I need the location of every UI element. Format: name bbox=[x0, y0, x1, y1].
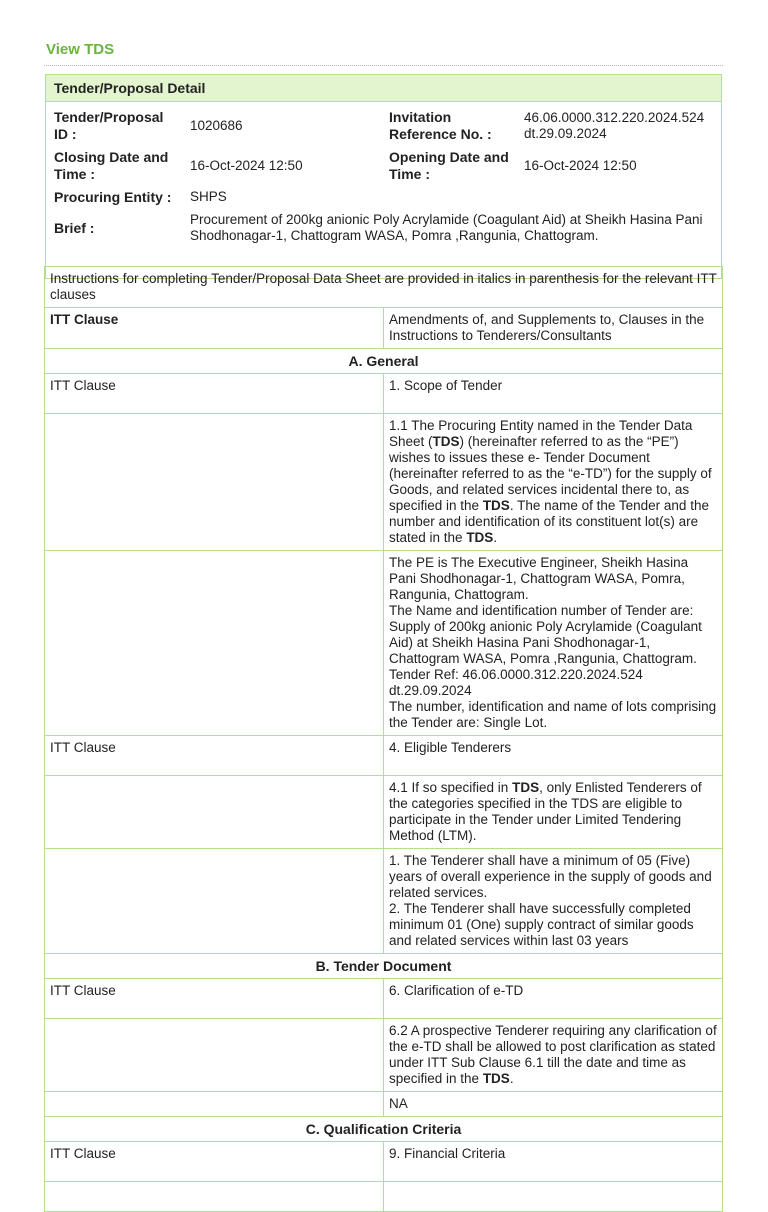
brief-value: Procurement of 200kg anionic Poly Acrylamide (Coagulant Aid) at Sheikh Hasina Pani Shodhonagar-1, Chattogram WASA, Pomra ,Rangunia, Chattogram. bbox=[190, 212, 703, 243]
clause-6-response: NA bbox=[384, 1092, 723, 1117]
clause-1-1-text: 1.1 The Procuring Entity named in the Tender Data Sheet (TDS) (hereinafter referred to as the “PE”) wishes to issues these e- Tender Document (hereinafter referred to as the “e-TD”) for the supply of Goods, and related services incidental there to, as specified in the TDS. The name of the Tender and the number and identification of its constituent lot(s) are stated in the TDS. bbox=[384, 414, 723, 551]
procuring-entity-value: SHPS bbox=[190, 189, 227, 204]
section-general: A. General bbox=[45, 349, 723, 374]
section-qualification-criteria: C. Qualification Criteria bbox=[45, 1117, 723, 1142]
clause-6-2-text: 6.2 A prospective Tenderer requiring any clarification of the e-TD shall be allowed to post clarification as stated under ITT Sub Clause 6.1 till the date and time as specified in the TDS. bbox=[384, 1019, 723, 1092]
empty-cell bbox=[45, 1182, 384, 1212]
tender-id-label: Tender/Proposal ID : bbox=[54, 109, 164, 142]
tds-table bbox=[44, 266, 723, 1212]
tender-detail-body bbox=[46, 102, 721, 278]
itt-clause-header: ITT Clause bbox=[45, 308, 384, 349]
amendments-header: Amendments of, and Supplements to, Clauses in the Instructions to Tenderers/Consultants bbox=[384, 308, 723, 349]
itt-clause-label: ITT Clause bbox=[45, 736, 384, 776]
page-title: View TDS bbox=[46, 41, 115, 58]
clause-4-title: 4. Eligible Tenderers bbox=[384, 736, 723, 776]
closing-date-value: 16-Oct-2024 12:50 bbox=[190, 158, 303, 173]
itt-clause-label: ITT Clause bbox=[45, 979, 384, 1019]
clause-1-title: 1. Scope of Tender bbox=[384, 374, 723, 414]
invitation-ref-value: 46.06.0000.312.220.2024.524 dt.29.09.2024 bbox=[524, 110, 705, 141]
instructions-note: Instructions for completing Tender/Proposal Data Sheet are provided in italics in parenthesis for the relevant ITT clauses bbox=[45, 267, 723, 308]
empty-cell bbox=[45, 776, 384, 849]
opening-date-label: Opening Date and Time : bbox=[389, 149, 509, 182]
tender-id-value: 1020686 bbox=[190, 118, 243, 133]
heading-divider bbox=[44, 65, 723, 66]
empty-cell bbox=[384, 1182, 723, 1212]
itt-clause-label: ITT Clause bbox=[45, 1142, 384, 1182]
clause-6-title: 6. Clarification of e-TD bbox=[384, 979, 723, 1019]
invitation-ref-label: Invitation Reference No. : bbox=[389, 109, 492, 142]
brief-label: Brief : bbox=[54, 220, 95, 236]
empty-cell bbox=[45, 849, 384, 954]
procuring-entity-label: Procuring Entity : bbox=[54, 189, 172, 205]
opening-date-value: 16-Oct-2024 12:50 bbox=[524, 158, 637, 173]
clause-4-response: 1. The Tenderer shall have a minimum of 05 (Five) years of overall experience in the supply of goods and related services. 2. The Tenderer shall have successfully completed minimum 01 (One) supply contract of similar goods and related services within last 03 years bbox=[384, 849, 723, 954]
tender-detail-title: Tender/Proposal Detail bbox=[46, 75, 721, 102]
tender-detail-panel bbox=[45, 74, 722, 279]
empty-cell bbox=[45, 1019, 384, 1092]
clause-9-title: 9. Financial Criteria bbox=[384, 1142, 723, 1182]
section-tender-document: B. Tender Document bbox=[45, 954, 723, 979]
clause-1-response: The PE is The Executive Engineer, Sheikh Hasina Pani Shodhonagar-1, Chattogram WASA, Pomra, Rangunia, Chattogram. The Name and identification number of Tender are: Supply of 200kg anionic Poly Acrylamide (Coagulant Aid) at Sheikh Hasina Pani Shodhonagar-1, Chattogram WASA, Pomra ,Rangunia, Chattogram. Tender Ref: 46.06.0000.312.220.2024.524 dt.29.09.2024 The number, identification and name of lots comprising the Tender are: Single Lot. bbox=[384, 551, 723, 736]
itt-clause-label: ITT Clause bbox=[45, 374, 384, 414]
clause-4-1-text: 4.1 If so specified in TDS, only Enlisted Tenderers of the categories specified in the TDS are eligible to participate in the Tender under Limited Tendering Method (LTM). bbox=[384, 776, 723, 849]
empty-cell bbox=[45, 414, 384, 551]
closing-date-label: Closing Date and Time : bbox=[54, 149, 169, 182]
empty-cell bbox=[45, 551, 384, 736]
empty-cell bbox=[45, 1092, 384, 1117]
